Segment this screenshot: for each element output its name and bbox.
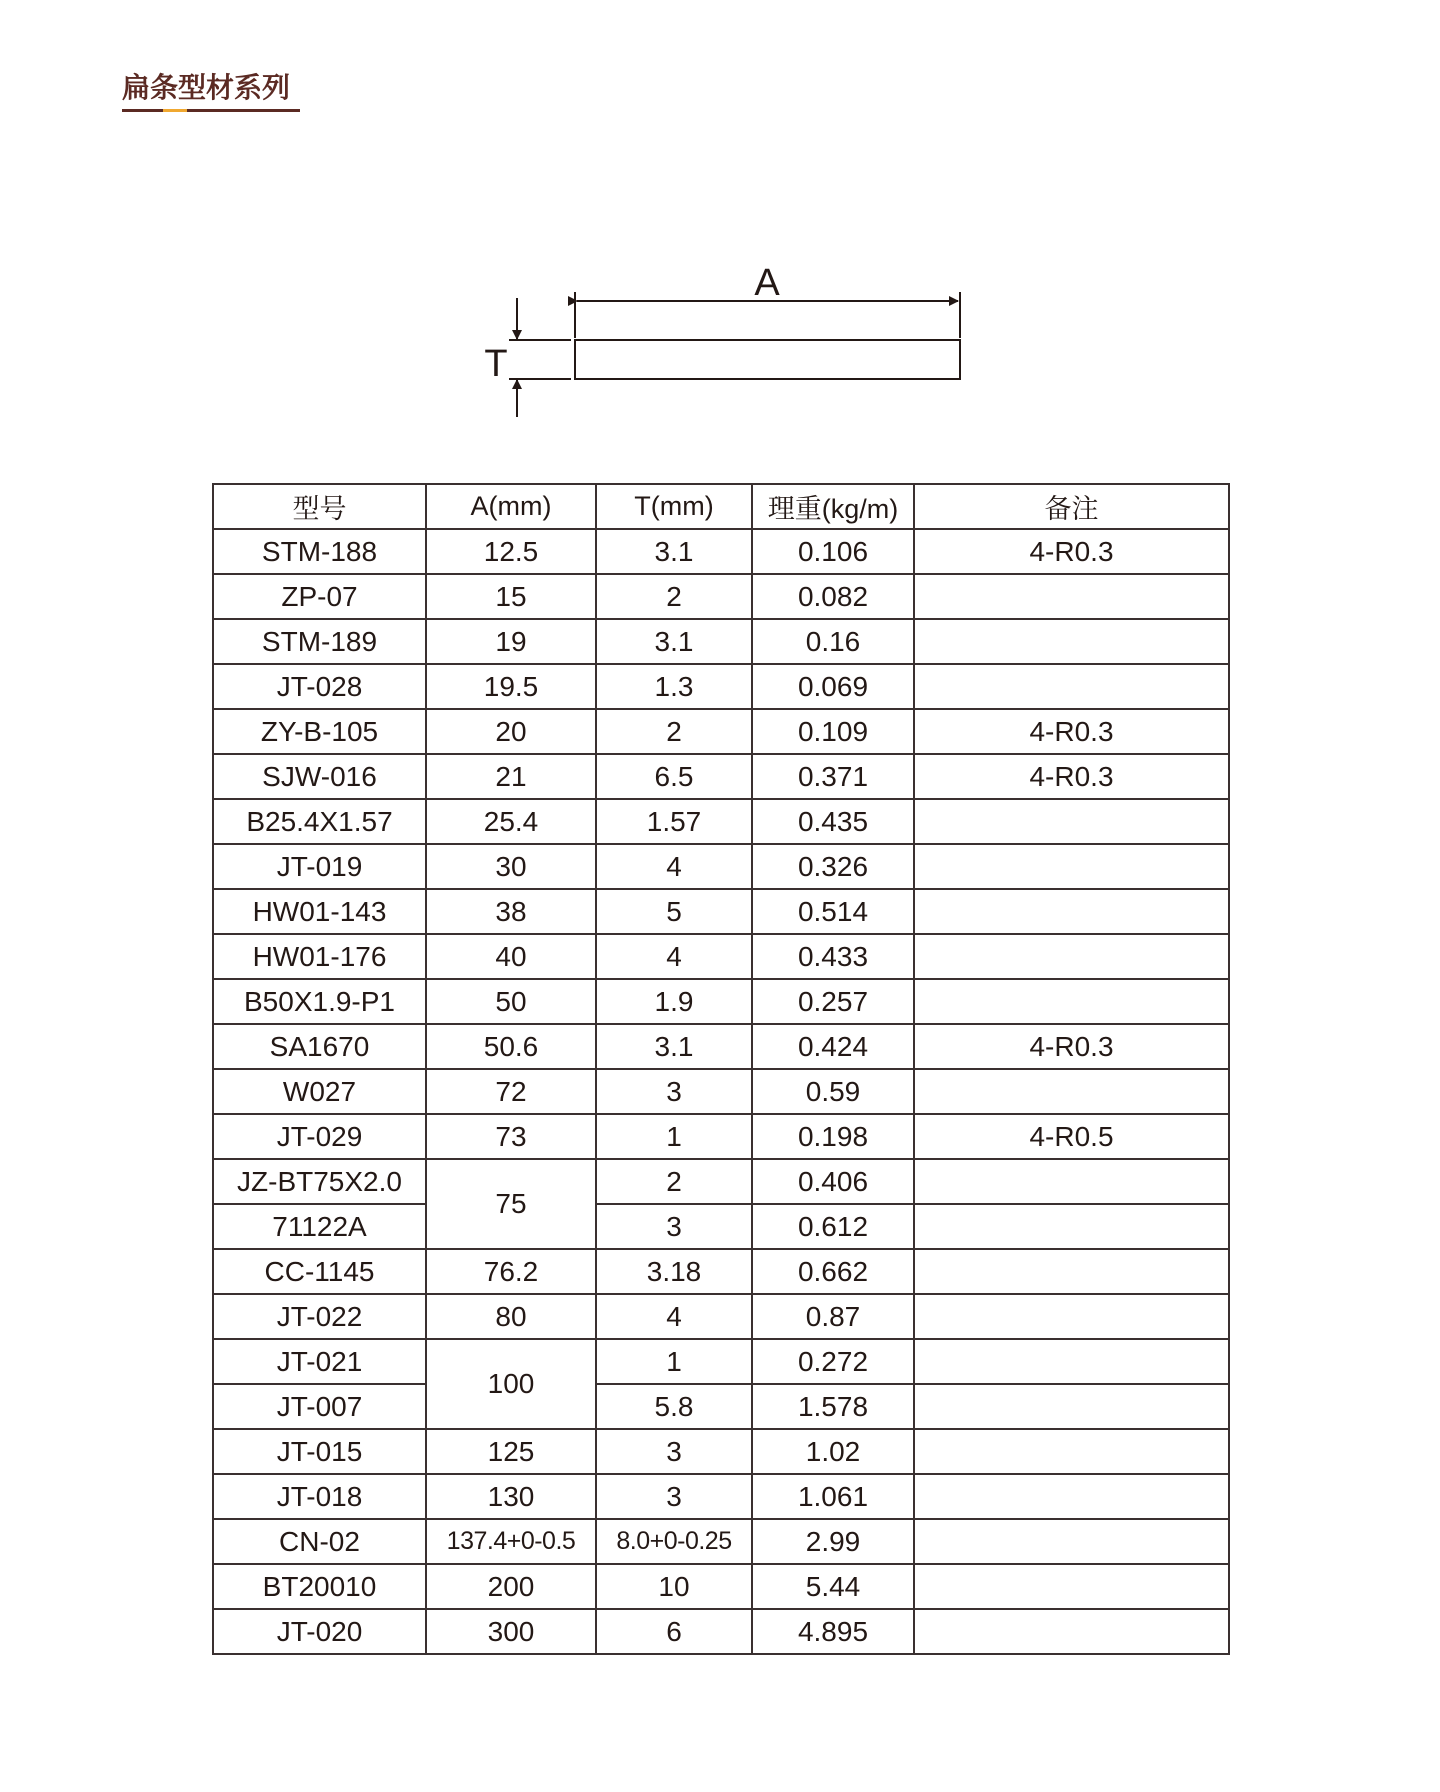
cell-note [914,1249,1229,1294]
cell-note: 4-R0.3 [914,529,1229,574]
cell-t: 3 [596,1204,752,1249]
table-row [213,664,1229,709]
table-row [213,1609,1229,1654]
cell-note: 4-R0.3 [914,1024,1229,1069]
cell-weight: 0.082 [752,574,914,619]
table-row [213,1384,1229,1429]
cell-a: 300 [426,1609,596,1654]
cell-t: 4 [596,844,752,889]
cell-weight: 1.02 [752,1429,914,1474]
table-row [213,1069,1229,1114]
cell-t: 6 [596,1609,752,1654]
table-row [213,1159,1229,1204]
cell-weight: 0.87 [752,1294,914,1339]
cell-model: SA1670 [213,1024,426,1069]
cell-model: BT20010 [213,1564,426,1609]
cell-a: 76.2 [426,1249,596,1294]
cell-t: 3.1 [596,1024,752,1069]
cell-note [914,1609,1229,1654]
cell-note: 4-R0.3 [914,754,1229,799]
cell-a: 19 [426,619,596,664]
page-title: 扁条型材系列 [122,71,291,104]
cell-note [914,1384,1229,1429]
cell-t: 3 [596,1474,752,1519]
cell-weight: 4.895 [752,1609,914,1654]
table-row [213,1204,1229,1249]
cell-weight: 0.109 [752,709,914,754]
cell-a: 21 [426,754,596,799]
cell-a: 15 [426,574,596,619]
table-row [213,889,1229,934]
cell-t: 1 [596,1339,752,1384]
table-row [213,1024,1229,1069]
cell-note [914,844,1229,889]
cell-weight: 0.514 [752,889,914,934]
cell-model: CN-02 [213,1519,426,1564]
width-label: A [754,262,780,304]
title-underline [122,109,300,112]
cell-note [914,1564,1229,1609]
cell-weight: 0.662 [752,1249,914,1294]
table-row [213,1339,1229,1384]
cell-t: 1.9 [596,979,752,1024]
cell-note [914,1069,1229,1114]
table-row [213,844,1229,889]
cell-a: 25.4 [426,799,596,844]
cell-t: 1.3 [596,664,752,709]
cell-weight: 0.106 [752,529,914,574]
cell-model: JT-019 [213,844,426,889]
cell-t: 1.57 [596,799,752,844]
cell-a: 125 [426,1429,596,1474]
cell-model: CC-1145 [213,1249,426,1294]
cell-model: JT-021 [213,1339,426,1384]
header-a: A(mm) [426,484,596,529]
cell-a: 50 [426,979,596,1024]
cell-note [914,1294,1229,1339]
cell-a: 50.6 [426,1024,596,1069]
cell-a: 130 [426,1474,596,1519]
cell-note [914,1339,1229,1384]
cell-model: JT-015 [213,1429,426,1474]
cell-weight: 0.406 [752,1159,914,1204]
cell-a: 73 [426,1114,596,1159]
cell-model: HW01-176 [213,934,426,979]
cell-weight: 0.424 [752,1024,914,1069]
cell-note [914,1474,1229,1519]
bar-cross-section [575,340,960,379]
table-header-row [213,484,1229,529]
cell-weight: 0.433 [752,934,914,979]
cell-note [914,1429,1229,1474]
cell-note [914,1204,1229,1249]
cell-t: 8.0+0-0.25 [596,1519,752,1564]
cell-t: 4 [596,1294,752,1339]
cell-weight: 1.061 [752,1474,914,1519]
cell-weight: 0.612 [752,1204,914,1249]
table-row [213,799,1229,844]
cell-t: 3 [596,1429,752,1474]
cell-t: 5.8 [596,1384,752,1429]
table-row [213,619,1229,664]
cell-note [914,889,1229,934]
cell-a: 72 [426,1069,596,1114]
cell-note [914,619,1229,664]
cell-t: 2 [596,1159,752,1204]
cell-a: 19.5 [426,664,596,709]
cell-a: 80 [426,1294,596,1339]
table-row [213,754,1229,799]
cell-weight: 0.257 [752,979,914,1024]
cell-model: STM-189 [213,619,426,664]
cell-note [914,799,1229,844]
cell-note [914,1159,1229,1204]
table-row [213,1249,1229,1294]
header-model: 型号 [213,484,426,529]
cell-model: SJW-016 [213,754,426,799]
cell-weight: 1.578 [752,1384,914,1429]
cell-model: JT-018 [213,1474,426,1519]
cell-note: 4-R0.3 [914,709,1229,754]
cell-a: 137.4+0-0.5 [426,1519,596,1564]
cell-t: 3.18 [596,1249,752,1294]
cell-a: 30 [426,844,596,889]
flat-bar-dimension-diagram [470,250,990,430]
header-t: T(mm) [596,484,752,529]
cell-weight: 0.59 [752,1069,914,1114]
cell-t: 5 [596,889,752,934]
header-weight: 理重(kg/m) [752,484,914,529]
cell-model: JT-007 [213,1384,426,1429]
cell-weight: 0.435 [752,799,914,844]
cell-a: 200 [426,1564,596,1609]
cell-note [914,1519,1229,1564]
cell-weight: 0.16 [752,619,914,664]
cell-a: 20 [426,709,596,754]
cell-model: W027 [213,1069,426,1114]
cell-weight: 5.44 [752,1564,914,1609]
cell-model: JT-029 [213,1114,426,1159]
table-row [213,529,1229,574]
cell-weight: 0.198 [752,1114,914,1159]
cell-a: 75 [426,1159,596,1249]
cell-t: 2 [596,574,752,619]
cell-model: JT-022 [213,1294,426,1339]
spec-table [212,483,1230,1655]
cell-t: 1 [596,1114,752,1159]
cell-note [914,979,1229,1024]
cell-model: B25.4X1.57 [213,799,426,844]
cell-note [914,934,1229,979]
table-row [213,979,1229,1024]
cell-model: STM-188 [213,529,426,574]
cell-t: 4 [596,934,752,979]
table-row [213,574,1229,619]
cell-model: B50X1.9-P1 [213,979,426,1024]
cell-model: 71122A [213,1204,426,1249]
cell-a: 40 [426,934,596,979]
cell-t: 2 [596,709,752,754]
cell-t: 3 [596,1069,752,1114]
cell-weight: 0.371 [752,754,914,799]
cell-model: JT-028 [213,664,426,709]
cell-note: 4-R0.5 [914,1114,1229,1159]
cell-model: ZY-B-105 [213,709,426,754]
cell-t: 10 [596,1564,752,1609]
cell-note [914,664,1229,709]
cell-t: 3.1 [596,529,752,574]
cell-model: JT-020 [213,1609,426,1654]
cell-model: HW01-143 [213,889,426,934]
thickness-label: T [484,343,508,385]
cell-weight: 0.326 [752,844,914,889]
cell-t: 6.5 [596,754,752,799]
cell-t: 3.1 [596,619,752,664]
table-row [213,1474,1229,1519]
table-row [213,709,1229,754]
cell-a: 38 [426,889,596,934]
cell-a: 12.5 [426,529,596,574]
cell-model: JZ-BT75X2.0 [213,1159,426,1204]
cell-a: 100 [426,1339,596,1429]
table-row [213,1564,1229,1609]
header-note: 备注 [914,484,1229,529]
cell-weight: 2.99 [752,1519,914,1564]
title-accent-bar [163,109,187,112]
table-row [213,1429,1229,1474]
table-row [213,1294,1229,1339]
table-row [213,934,1229,979]
table-row [213,1519,1229,1564]
table-row [213,1114,1229,1159]
cell-model: ZP-07 [213,574,426,619]
cell-weight: 0.272 [752,1339,914,1384]
cell-weight: 0.069 [752,664,914,709]
cell-note [914,574,1229,619]
